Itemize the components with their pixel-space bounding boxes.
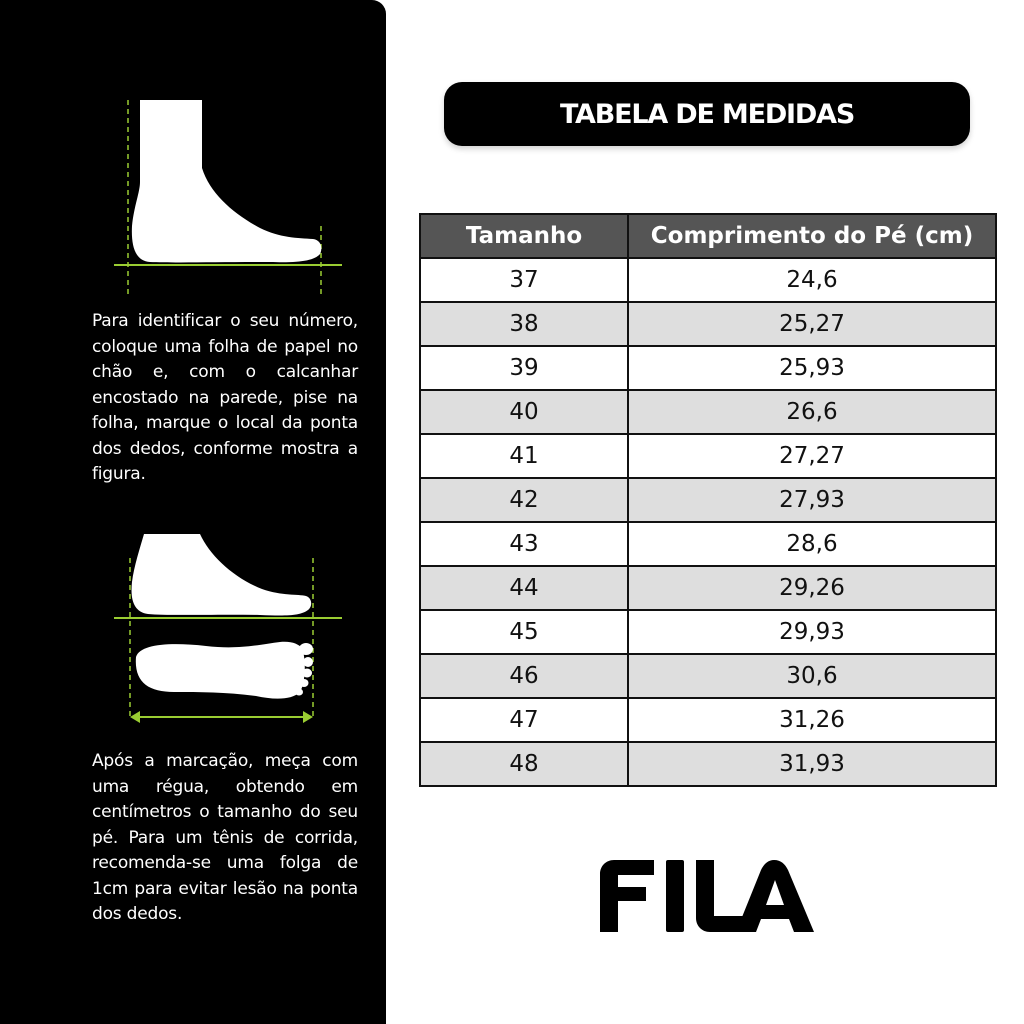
length-cell: 31,26 [628,698,996,742]
foot-side-view-icon [110,96,350,301]
length-cell: 25,93 [628,346,996,390]
size-cell: 45 [420,610,628,654]
size-cell: 40 [420,390,628,434]
table-row [420,654,996,698]
table-row [420,302,996,346]
length-cell: 27,93 [628,478,996,522]
instruction-text-2: Após a marcação, meça com uma régua, obtendo em centímetros o tamanho do seu pé. Para um tênis de corrida, recomenda-se uma folga de 1cm para evitar lesão na ponta dos dedos. [92,751,358,924]
table-row [420,610,996,654]
table-row [420,258,996,302]
table-row [420,698,996,742]
column-header-foot-length: Comprimento do Pé (cm) [628,214,996,258]
size-cell: 42 [420,478,628,522]
page-title: TABELA DE MEDIDAS [559,98,855,130]
size-chart-title-banner [444,82,970,146]
length-cell: 24,6 [628,258,996,302]
instruction-text-1: Para identificar o seu número, coloque uma folha de papel no chão e, com o calcanhar encostado na parede, pise na folha, marque o local da ponta dos dedos, conforme mostra a figura. [92,311,358,484]
table-row [420,566,996,610]
fila-logo [598,858,816,939]
instructions-panel [0,0,386,1024]
table-row [420,434,996,478]
length-cell: 30,6 [628,654,996,698]
size-cell: 39 [420,346,628,390]
table-row [420,390,996,434]
table-header-row [420,214,996,258]
table-row [420,478,996,522]
length-cell: 26,6 [628,390,996,434]
foot-measurement-icon [110,532,350,727]
length-cell: 29,26 [628,566,996,610]
table-row [420,522,996,566]
size-table [419,213,997,787]
size-cell: 47 [420,698,628,742]
length-cell: 25,27 [628,302,996,346]
size-cell: 38 [420,302,628,346]
length-cell: 28,6 [628,522,996,566]
size-cell: 41 [420,434,628,478]
size-cell: 46 [420,654,628,698]
length-cell: 31,93 [628,742,996,786]
size-cell: 44 [420,566,628,610]
size-cell: 48 [420,742,628,786]
column-header-size: Tamanho [420,214,628,258]
size-cell: 37 [420,258,628,302]
table-row [420,346,996,390]
size-cell: 43 [420,522,628,566]
length-cell: 27,27 [628,434,996,478]
length-cell: 29,93 [628,610,996,654]
table-row [420,742,996,786]
